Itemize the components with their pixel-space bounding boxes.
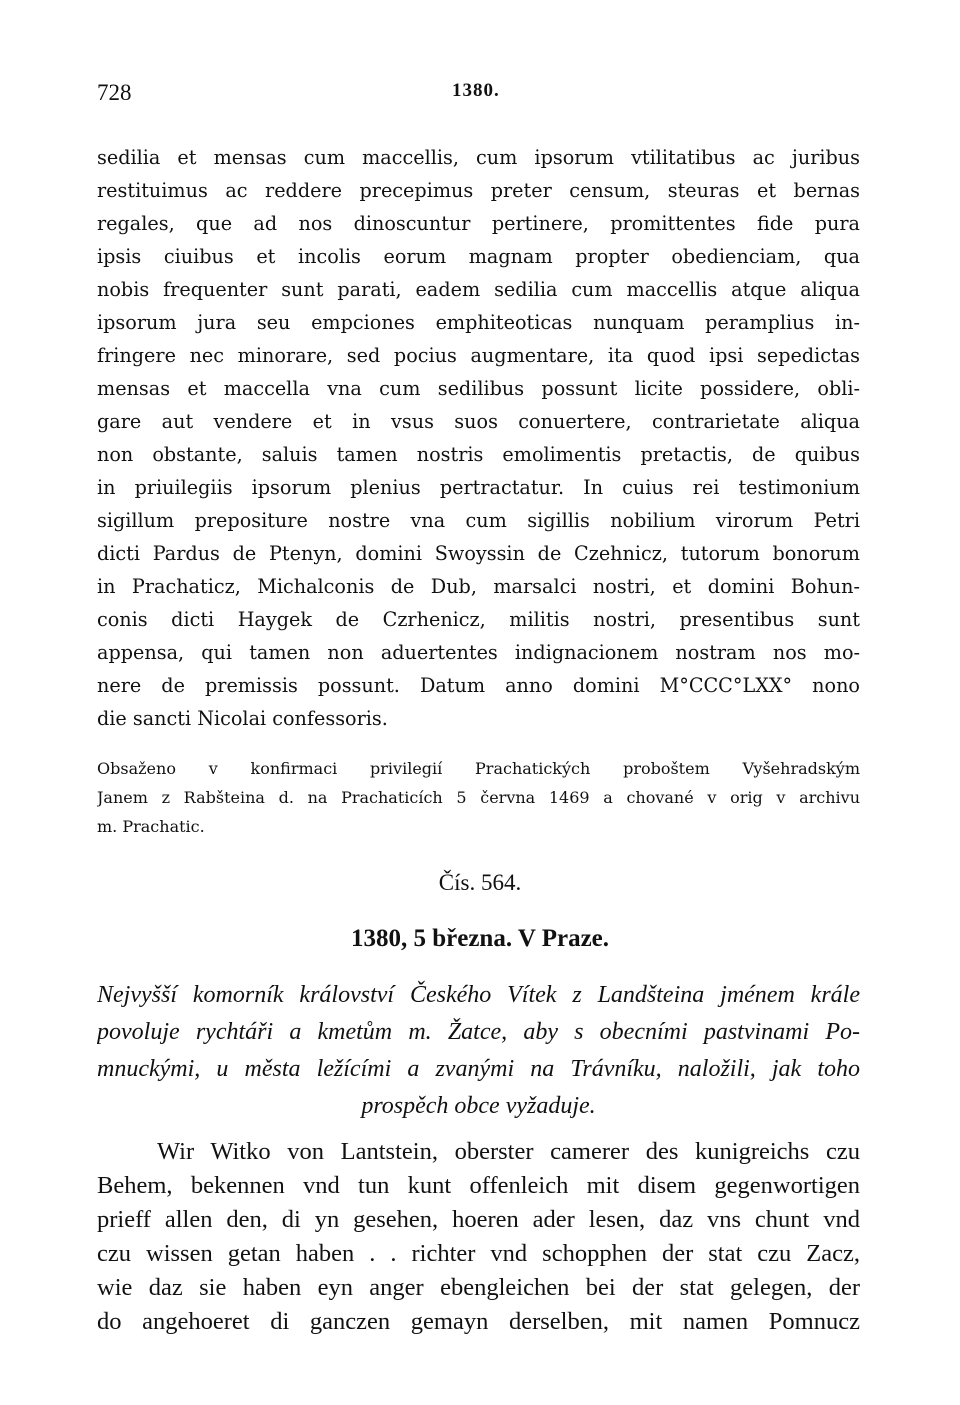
regest-line: mnuckými, u města ležícími a zvanými na Trávníku, naložili, jak toho bbox=[97, 1056, 860, 1082]
text-line: ipsis ciuibus et incolis eorum magnam propter obedienciam, qua bbox=[97, 245, 860, 268]
running-head-year: 1380. bbox=[452, 80, 500, 101]
text-line: in Prachaticz, Michalconis de Dub, marsalci nostri, et domini Bohun- bbox=[97, 575, 860, 598]
text-line: ipsorum jura seu empciones emphiteoticas nunquam peramplius in- bbox=[97, 311, 860, 334]
text-line: restituimus ac reddere precepimus preter censum, steuras et bernas bbox=[97, 179, 860, 202]
text-line: non obstante, saluis tamen nostris emolimentis pretactis, de quibus bbox=[97, 443, 860, 466]
regest-line: Nejvyšší komorník království Českého Vítek z Landšteina jménem krále bbox=[97, 982, 860, 1008]
page-number: 728 bbox=[97, 80, 132, 105]
text-line: die sancti Nicolai confessoris. bbox=[97, 707, 388, 730]
text-line: nobis frequenter sunt parati, eadem sedilia cum maccellis atque aliqua bbox=[97, 278, 860, 301]
text-line: czu wissen getan haben . . richter vnd schopphen der stat czu Zacz, bbox=[97, 1240, 860, 1267]
text-line: Wir Witko von Lantstein, oberster camerer des kunigreichs czu bbox=[157, 1138, 860, 1165]
document-heading: 1380, 5 března. V Praze. bbox=[350, 925, 610, 952]
note-line: Obsaženo v konfirmaci privilegií Prachatických proboštem Vyšehradským bbox=[97, 759, 860, 778]
regest-line: povoluje rychtáři a kmetům m. Žatce, aby s obecními pastvinami Po- bbox=[97, 1019, 860, 1045]
text-line: Behem, bekennen vnd tun kunt offenleich mit disem gegenwortigen bbox=[97, 1172, 860, 1199]
text-line: dicti Pardus de Ptenyn, domini Swoyssin de Czehnicz, tutorum bonorum bbox=[97, 542, 860, 565]
text-line: mensas et maccella vna cum sedilibus possunt licite possidere, obli- bbox=[97, 377, 860, 400]
text-line: conis dicti Haygek de Czrhenicz, militis nostri, presentibus sunt bbox=[97, 608, 860, 631]
text-line: sedilia et mensas cum maccellis, cum ipsorum vtilitatibus ac juribus bbox=[97, 146, 860, 169]
text-line: sigillum prepositure nostre vna cum sigillis nobilium virorum Petri bbox=[97, 509, 860, 532]
text-line: wie daz sie haben eyn anger ebengleichen bei der stat gelegen, der bbox=[97, 1274, 860, 1301]
text-line: gare aut vendere et in vsus suos conuertere, contrarietate aliqua bbox=[97, 410, 860, 433]
text-line: regales, que ad nos dinoscuntur pertinere, promittentes fide pura bbox=[97, 212, 860, 235]
note-line: m. Prachatic. bbox=[97, 817, 205, 836]
text-line: nere de premissis possunt. Datum anno domini M°CCC°LXX° nono bbox=[97, 674, 860, 697]
page-header bbox=[97, 80, 857, 114]
text-line: fringere nec minorare, sed pocius augmentare, ita quod ipsi sepedictas bbox=[97, 344, 860, 367]
text-line: in priuilegiis ipsorum plenius pertractatur. In cuius rei testimonium bbox=[97, 476, 860, 499]
regest-line: prospěch obce vyžaduje. bbox=[361, 1093, 596, 1119]
text-line: prieff allen den, di yn gesehen, hoeren ader lesen, daz vns chunt vnd bbox=[97, 1206, 860, 1233]
text-line: do angehoeret di ganczen gemayn derselben, mit namen Pomnucz bbox=[97, 1308, 860, 1335]
note-line: Janem z Rabšteina d. na Prachaticích 5 června 1469 a chované v orig v archivu bbox=[97, 788, 860, 807]
text-line: appensa, qui tamen non aduertentes indignacionem nostram nos mo- bbox=[97, 641, 860, 664]
document-number: Čís. 564. bbox=[438, 870, 522, 895]
